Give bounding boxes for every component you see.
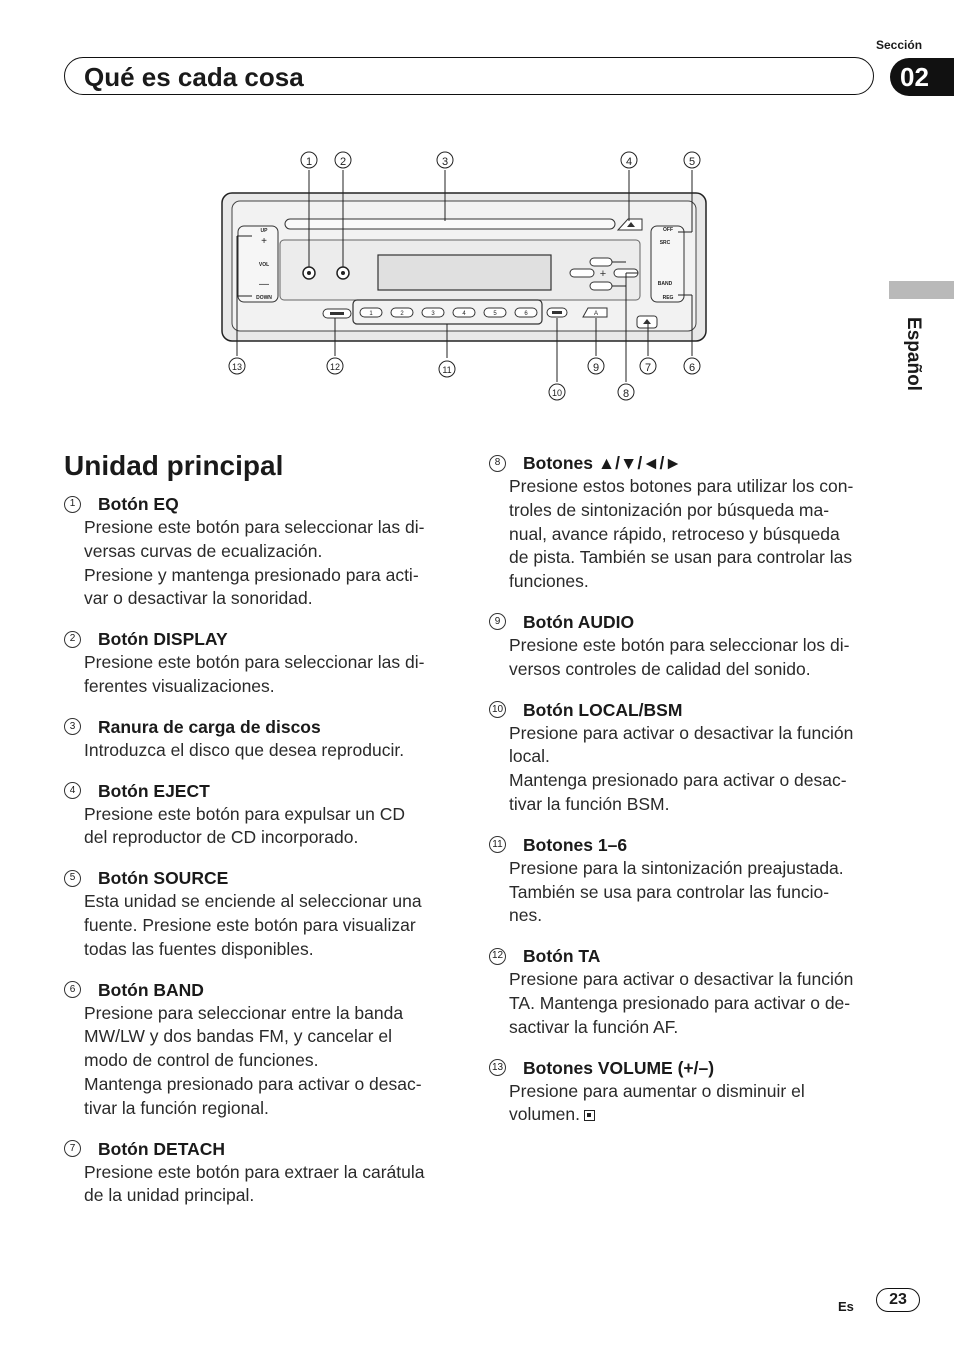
callout-9: 9 [592,362,600,374]
item-title-text: Botones 1–6 [523,834,628,855]
item-body-line [509,546,869,570]
description-item [64,627,444,699]
item-title [489,451,869,475]
item-number: 7 [64,1140,81,1157]
callout-5: 5 [688,156,696,168]
item-body-text: funciones. [509,571,589,592]
end-mark-icon [584,1110,595,1121]
item-body-line [84,1002,444,1026]
item-title [489,698,869,722]
item-number: 2 [64,631,81,648]
item-body-text: Presione este botón para extraer la carátula [84,1161,425,1182]
section-heading: Unidad principal [64,450,284,481]
item-number: 10 [489,701,506,718]
item-body-text: var o desactivar la sonoridad. [84,588,313,609]
item-body-text: tivar la función regional. [84,1097,269,1118]
item-body-line [84,564,444,588]
item-body-text: Presione para activar o desactivar la función [509,722,854,743]
head-unit-diagram [0,0,954,420]
lcd-window [378,255,551,290]
item-number: 11 [489,836,506,853]
description-column-right [489,451,869,1143]
item-body-line [509,1103,869,1127]
item-body-line [509,523,869,547]
item-title-text: Botón AUDIO [523,611,635,632]
item-body [84,651,444,699]
item-title [489,944,869,968]
item-body-text: Esta unidad se enciende al seleccionar una [84,891,422,912]
item-body [509,1080,869,1128]
callout-12: 12 [329,362,341,372]
down-arrow-button [590,282,612,290]
item-body [84,739,444,763]
description-item [489,1056,869,1128]
item-body-text: modo de control de funciones. [84,1050,319,1071]
item-body-line [509,968,869,992]
up-arrow-button [590,258,612,266]
item-body-text: Presione y mantenga presionado para acti- [84,564,419,585]
item-body-text: tivar la función BSM. [509,793,670,814]
item-title [64,627,444,651]
item-body-text: local. [509,746,550,767]
item-title [64,978,444,1002]
section-number-badge: 02 [890,58,954,96]
chapter-title: Qué es cada cosa [84,62,304,92]
item-body [509,475,869,594]
svg-text:+: + [599,268,607,280]
item-body-text: sactivar la función AF. [509,1016,679,1037]
item-body-line [509,793,869,817]
item-title-text: Botón LOCAL/BSM [523,699,683,720]
item-body [509,968,869,1039]
description-column-left [64,492,444,1224]
item-body-text: Introduzca el disco que desea reproducir. [84,739,405,760]
item-number: 8 [489,455,506,472]
item-title-text: Botón SOURCE [98,868,229,889]
disc-slot [285,219,615,229]
item-title-text: Botón TA [523,946,601,967]
item-title-text: Botones VOLUME (+/–) [523,1057,715,1078]
item-body [84,890,444,961]
svg-text:2: 2 [400,311,404,317]
item-body-text: Presione para la sintonización preajustada. [509,857,844,878]
item-title [489,610,869,634]
item-number: 3 [64,718,81,735]
item-body [509,634,869,682]
item-body-text: Presione estos botones para utilizar los con- [509,476,854,496]
item-body-line [84,826,444,850]
svg-text:A: A [593,311,599,317]
item-body-line [84,1073,444,1097]
section-label: Sección [876,38,923,52]
description-item [64,715,444,763]
item-body-text: volumen. [509,1104,581,1125]
item-body-line [84,1097,444,1121]
callout-8: 8 [622,388,630,400]
item-body-line [509,722,869,746]
page-number: 23 [876,1288,920,1312]
svg-text:DOWN: DOWN [256,295,272,301]
item-body-line [509,634,869,658]
svg-text:6: 6 [524,311,528,317]
item-body-line [509,881,869,905]
source-band-panel [651,226,684,302]
item-body-text: troles de sintonización por búsqueda ma- [509,499,830,520]
item-body-text: Presione este botón para seleccionar las di- [84,652,425,673]
item-body-text: MW/LW y dos bandas FM, y cancelar el [84,1026,392,1047]
item-body-text: nual, avance rápido, retroceso y búsqueda [509,523,840,544]
svg-text:BAND: BAND [657,281,673,287]
item-body-text: Mantenga presionado para activar o desac- [84,1073,422,1094]
item-title [489,1056,869,1080]
item-title-text: Botón EQ [98,494,179,514]
item-body [509,857,869,928]
item-body-text: Presione para activar o desactivar la función [509,969,854,990]
svg-text:4: 4 [462,311,466,317]
item-body-line [84,890,444,914]
item-body-line [84,914,444,938]
item-title [64,715,444,739]
svg-text:OFF: OFF [663,227,673,233]
item-body-line [84,1184,444,1208]
svg-text:—: — [259,279,269,290]
item-body-text: de pista. También se usan para controlar las [509,547,853,568]
item-body-line [509,769,869,793]
callout-1: 1 [305,156,313,168]
item-title-text: Ranura de carga de discos [98,716,321,737]
item-body-line [84,739,444,763]
svg-text:1: 1 [369,311,373,317]
callout-10: 10 [551,388,563,398]
svg-text:VOL: VOL [258,262,270,268]
item-body-text: TA. Mantenga presionado para activar o de- [509,992,851,1013]
item-body [509,722,869,817]
item-body-line [84,675,444,699]
item-body-line [509,904,869,928]
item-title-text: Botón BAND [98,979,204,1000]
item-body-line [509,992,869,1016]
item-body [84,803,444,851]
item-body-line [84,1161,444,1185]
item-body-line [84,1049,444,1073]
item-body-text: Presione para seleccionar entre la banda [84,1002,404,1023]
item-title-text: Botón DETACH [98,1138,226,1159]
callout-13: 13 [231,362,243,372]
svg-text:SRC: SRC [659,240,671,246]
callout-7: 7 [644,362,652,374]
item-body-text: nes. [509,905,543,926]
item-body-line [84,540,444,564]
item-title [64,866,444,890]
item-body-text: versas curvas de ecualización. [84,540,323,561]
language-tab-label: Español [903,317,924,391]
language-code: Es [838,1299,854,1314]
description-item [489,698,869,817]
item-body-text: del reproductor de CD incorporado. [84,827,359,848]
item-number: 12 [489,948,506,965]
item-body-text: También se usa para controlar las funcio- [509,881,830,902]
item-body-line [509,857,869,881]
callout-6: 6 [688,362,696,374]
item-body-text: Presione este botón para seleccionar los di- [509,634,850,655]
item-body-text: versos controles de calidad del sonido. [509,658,811,679]
item-body-line [509,745,869,769]
item-body-line [84,587,444,611]
item-title [64,1137,444,1161]
item-number: 1 [64,496,81,513]
item-body-text: Mantenga presionado para activar o desac- [509,770,847,791]
description-item [64,492,444,611]
item-body-text: todas las fuentes disponibles. [84,938,314,959]
item-body-text: ferentes visualizaciones. [84,675,275,696]
item-body-line [84,1025,444,1049]
item-body-text: Presione este botón para expulsar un CD [84,803,406,824]
item-title-text: Botón EJECT [98,780,210,801]
svg-text:UP: UP [260,228,268,234]
description-item [64,779,444,851]
description-item [489,451,869,594]
svg-text:+: + [261,236,267,247]
item-body [84,516,444,611]
description-item [489,610,869,682]
item-title-text: Botón DISPLAY [98,629,228,650]
item-body-text: Presione este botón para seleccionar las di- [84,517,425,537]
svg-text:5: 5 [493,311,497,317]
item-body-line [84,516,444,540]
item-body-text: Presione para aumentar o disminuir el [509,1080,805,1101]
item-title [64,779,444,803]
item-number: 5 [64,870,81,887]
item-body [84,1161,444,1209]
description-item [64,1137,444,1209]
item-body-line [509,658,869,682]
svg-text:REG: REG [662,295,674,301]
item-number: 13 [489,1059,506,1076]
item-body-text: de la unidad principal. [84,1185,255,1206]
svg-text:3: 3 [431,311,435,317]
callout-3: 3 [441,156,449,168]
callout-2: 2 [339,156,347,168]
item-number: 6 [64,981,81,998]
item-body-text: fuente. Presione este botón para visualizar [84,914,416,935]
item-body-line [84,938,444,962]
item-title [489,833,869,857]
item-body [84,1002,444,1121]
item-title [64,492,444,516]
description-item [489,833,869,928]
item-title-text: Botones ▲/▼/◄/► [523,453,682,473]
item-body-line [84,651,444,675]
item-number: 4 [64,782,81,799]
item-body-line [509,499,869,523]
item-number: 9 [489,613,506,630]
description-item [489,944,869,1039]
description-item [64,866,444,961]
callout-4: 4 [625,156,633,168]
callout-11: 11 [442,365,452,375]
item-body-line [84,803,444,827]
item-body-line [509,475,869,499]
description-item [64,978,444,1121]
item-body-line [509,1080,869,1104]
left-arrow-button [570,269,594,277]
item-body-line [509,570,869,594]
item-body-line [509,1016,869,1040]
